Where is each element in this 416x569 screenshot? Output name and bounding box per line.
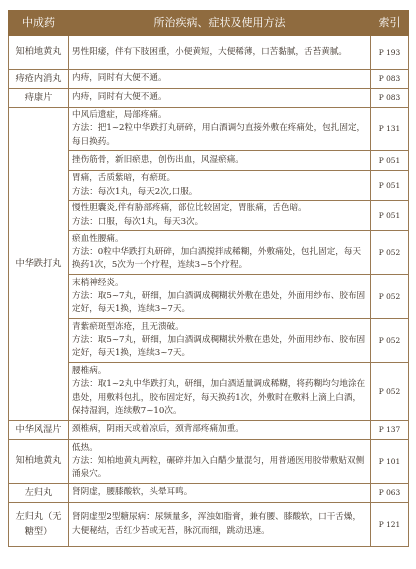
table-row [9,231,409,275]
description-cell [69,319,371,363]
table-row [9,503,409,547]
page-index: P 051 [371,151,409,171]
medicine-name: 知柏地黄丸 [9,36,69,70]
description-text: 瘀血性腰痛。 [72,233,124,244]
description-text: 低热。 [72,442,98,453]
table-row [9,89,409,108]
page-index: P 051 [371,201,409,231]
medicine-name: 中华跌打丸 [9,108,69,421]
method-text: 方法：把1~2粒中华跌打丸研碎，用白酒调匀直接外敷在疼痛处，包扎固定，每日换药。 [72,123,366,147]
page-index: P 052 [371,319,409,363]
table-row [9,275,409,319]
table-row [9,421,409,440]
method-text: 方法：取1~2丸中华跌打丸，研细，加白酒适量调成稀糊，将药糊均匀地涂在患处，用敷料包扎，胶布固定好，每天换药1次，外敷时在敷料上滴上白酒，保持湿润，连续敷7~10次。 [72,379,366,416]
description-cell [69,421,371,440]
description-text: 中风后遗症，局部疼痛。 [72,110,167,121]
medicine-name: 中华风湿片 [9,421,69,440]
page-index: P 083 [371,70,409,89]
table-row [9,36,409,70]
page-index: P 083 [371,89,409,108]
description-text: 慢性胆囊炎,伴有胁部疼痛，部位比较固定，胃胀痛，舌色暗。 [72,203,307,214]
page-index: P 051 [371,171,409,201]
header-medicine: 中成药 [9,11,69,36]
method-text: 方法：取5~7丸，研细，加白酒调成稠糊状外敷在患处，外面用纱布、胶布固定好，每天1换，连续3~7天。 [72,290,366,315]
table-row [9,151,409,171]
table-header-row [9,11,409,36]
page-index: P 052 [371,275,409,319]
page-index: P 052 [371,231,409,275]
medicine-table [8,10,409,547]
medicine-name: 知柏地黄丸 [9,440,69,484]
method-text: 方法：每次1丸，每天2次,口服。 [72,186,198,197]
table-row [9,440,409,484]
description-cell [69,275,371,319]
description-text: 肾阴虚型2型糖尿病：尿频量多，浑浊如脂膏，兼有腰、膝酸软，口干舌燥，大便秘结，舌红少苔或无苔，脉沉而细，跳动迅速。 [72,512,362,536]
medicine-name: 左归丸 [9,484,69,503]
page-index: P 193 [371,36,409,70]
header-description: 所治疾病、症状及使用方法 [69,11,371,36]
description-text: 挫伤筋骨，新旧瘀患，创伤出血，风湿瘀痛。 [72,154,244,165]
table-row [9,201,409,231]
description-cell [69,108,371,151]
description-cell [69,503,371,547]
medicine-name: 痔疮内消丸 [9,70,69,89]
description-text: 颈椎病，阴雨天或着凉后，颈背部疼痛加重。 [72,424,244,435]
table-row [9,70,409,89]
description-text: 青紫瘀斑型冻疮，且无溃破。 [72,321,184,332]
method-text: 方法：知柏地黄丸两粒，碾碎并加入白醋少量混匀，用普通医用胶带敷贴双侧涌泉穴。 [72,455,365,480]
page-index: P 063 [371,484,409,503]
description-cell [69,201,371,231]
table-row [9,108,409,151]
medicine-name: 左归丸（无糖型） [9,503,69,547]
description-cell [69,151,371,171]
description-text: 末梢神经炎。 [72,277,124,288]
description-text: 肾阴虚，腰膝酸软，头晕耳鸣。 [72,487,193,498]
header-index: 索引 [371,11,409,36]
table-row [9,319,409,363]
page-index: P 131 [371,108,409,151]
table-row [9,484,409,503]
description-cell [69,36,371,70]
description-cell [69,231,371,275]
description-text: 内痔，同时有大便不通。 [72,73,167,84]
method-text: 方法：口服，每次1丸，每天3次。 [72,216,204,227]
page-index: P 052 [371,363,409,421]
description-cell [69,171,371,201]
method-text: 方法：0粒中华跌打丸研碎，加白酒搅拌成稀糊，外敷痛处，包扎固定，每天换药1次，5次为一个疗程，连续3~5个疗程。 [72,246,362,271]
page-index: P 121 [371,503,409,547]
page-index: P 137 [371,421,409,440]
description-text: 男性阳痿，伴有下肢困重，小便黄短，大便稀薄，口苦黏腻，舌苔黄腻。 [72,46,348,57]
description-cell [69,363,371,421]
description-cell [69,440,371,484]
table-row [9,171,409,201]
table-row [9,363,409,421]
page-index: P 101 [371,440,409,484]
description-text: 胃痛，舌质紫暗，有瘀斑。 [72,173,176,184]
description-cell [69,89,371,108]
description-cell [69,70,371,89]
description-cell [69,484,371,503]
description-text: 腰椎病。 [72,365,107,376]
description-text: 内痔，同时有大便不通。 [72,92,167,103]
method-text: 方法：取5~7丸，研细，加白酒调成稠糊状外敷在患处，外面用纱布、胶布固定好，每天1换，连续3~7天。 [72,334,366,359]
medicine-name: 痔康片 [9,89,69,108]
